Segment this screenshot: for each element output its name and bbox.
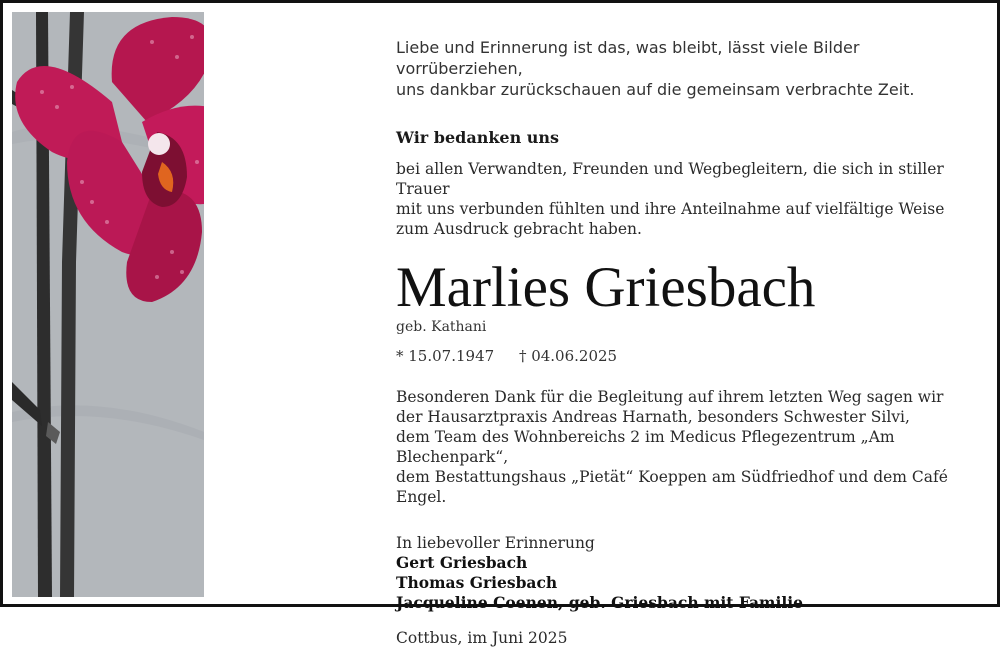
- signoff-intro: In liebevoller Erinnerung: [396, 534, 595, 552]
- obituary-text: [396, 37, 976, 647]
- signer: Thomas Griesbach: [396, 573, 558, 592]
- poem: [396, 37, 976, 100]
- special-thanks-line: der Hausarztpraxis Andreas Harnath, besonders Schwester Silvi,: [396, 408, 910, 426]
- signer: Jacqueline Coenen, geb. Griesbach mit Familie: [396, 593, 803, 612]
- special-thanks-line: Besonderen Dank für die Begleitung auf ihrem letzten Weg sagen wir: [396, 388, 944, 406]
- death-date: † 04.06.2025: [518, 347, 618, 365]
- poem-line: Liebe und Erinnerung ist das, was bleibt, lässt viele Bilder vorrüberziehen,: [396, 38, 860, 78]
- birth-date: * 15.07.1947: [396, 347, 495, 365]
- thanks-line: bei allen Verwandten, Freunden und Wegbegleitern, die sich in stiller Trauer: [396, 160, 944, 198]
- thanks-line: zum Ausdruck gebracht haben.: [396, 220, 642, 238]
- special-thanks: [396, 387, 976, 507]
- thanks-line: mit uns verbunden fühlten und ihre Anteilnahme auf vielfältige Weise: [396, 200, 945, 218]
- thanks-heading: Wir bedanken uns: [396, 128, 560, 147]
- special-thanks-line: dem Bestattungshaus „Pietät“ Koeppen am Südfriedhof und dem Café Engel.: [396, 468, 948, 506]
- life-dates: [396, 347, 976, 365]
- orchid-flower: [12, 12, 204, 302]
- signer: Gert Griesbach: [396, 553, 528, 572]
- orchid-photo: [12, 12, 204, 597]
- poem-line: uns dankbar zurückschauen auf die gemeinsam verbrachte Zeit.: [396, 80, 915, 99]
- signoff: [396, 533, 976, 613]
- thanks-text: [396, 159, 976, 239]
- deceased-name: Marlies Griesbach: [396, 256, 816, 319]
- birth-name: geb. Kathani: [396, 319, 487, 335]
- special-thanks-line: dem Team des Wohnbereichs 2 im Medicus Pflegezentrum „Am Blechenpark“,: [396, 428, 895, 466]
- place-date: Cottbus, im Juni 2025: [396, 629, 568, 647]
